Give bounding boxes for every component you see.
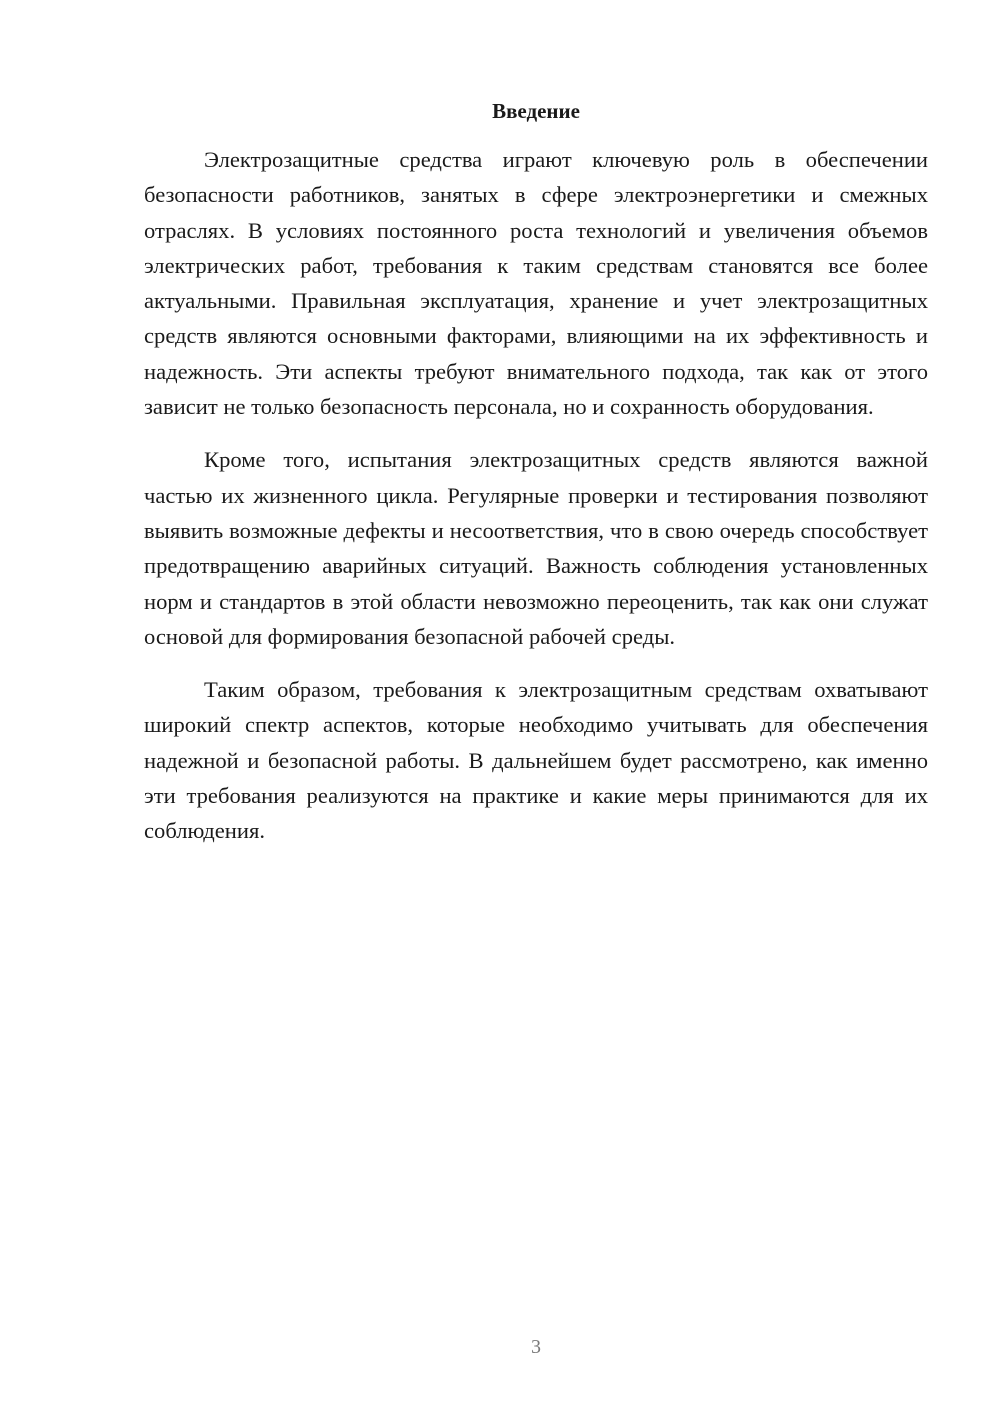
paragraph-3: Таким образом, требования к электрозащитным средствам охватывают широкий спектр аспектов, которые необходимо учитывать для обеспечения надежной и безопасной работы. В дальнейшем будет рассмотрено, как именно эти требования реализуются на практике и какие меры принимаются для их соблюдения. [144,677,928,844]
paragraph-1: Электрозащитные средства играют ключевую роль в обеспечении безопасности работников, занятых в сфере электроэнергетики и смежных отраслях. В условиях постоянного роста технологий и увеличения объемов электрических работ, требования к таким средствам становятся все более актуальными. Правильная эксплуатация, хранение и учет электрозащитных средств являются основными факторами, влияющими на их эффективность и надежность. Эти аспекты требуют внимательного подхода, так как от этого зависит не только безопасность персонала, но и сохранность оборудования. [144,147,928,420]
page-number: 3 [531,1336,541,1358]
paragraph-2: Кроме того, испытания электрозащитных средств являются важной частью их жизненного цикла. Регулярные проверки и тестирования позволяют выявить возможные дефекты и несоответствия, что в свою очередь способствует предотвращению аварийных ситуаций. Важность соблюдения установленных норм и стандартов в этой области невозможно переоценить, так как они служат основой для формирования безопасной рабочей среды. [144,447,928,649]
body-text [144,142,928,867]
section-heading: Введение [492,99,580,123]
